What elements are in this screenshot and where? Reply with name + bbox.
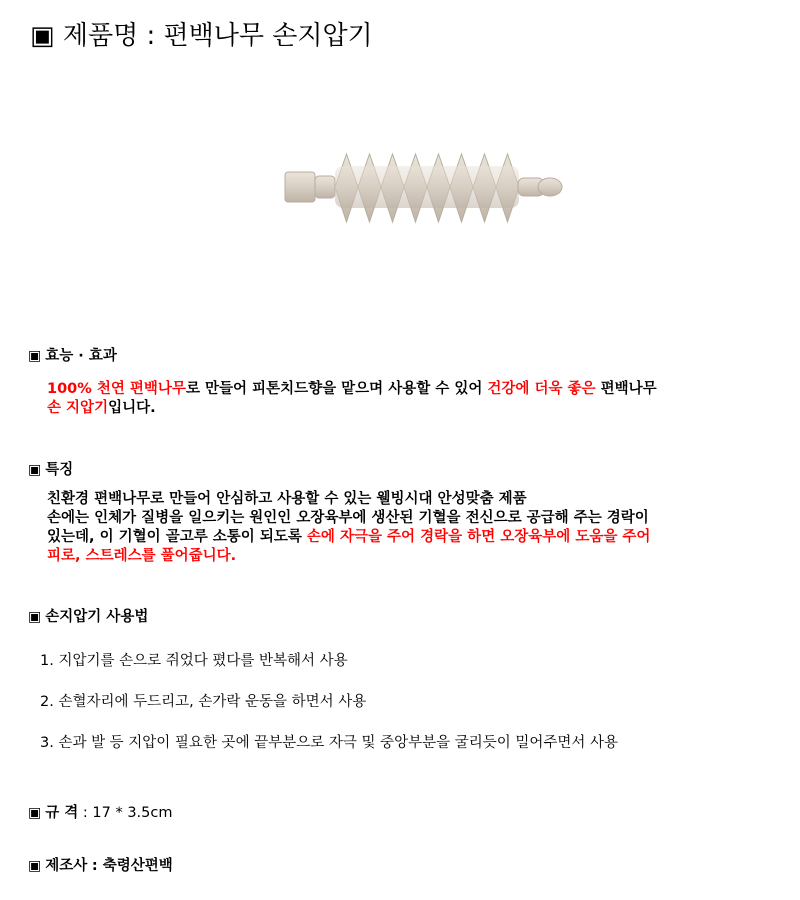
square-bullet-icon: ▣	[28, 348, 42, 364]
features-line-1: 친환경 편백나무로 만들어 안심하고 사용할 수 있는 웰빙시대 안성맞춤 제품	[47, 491, 527, 507]
body-shape	[335, 166, 519, 208]
square-bullet-icon: ▣	[28, 609, 42, 625]
page-title	[30, 18, 373, 54]
emphasis-text: 피로, 스트레스를 풀어줍니다.	[47, 548, 237, 564]
body-text: 편백나무	[595, 381, 657, 397]
square-bullet-icon: ▣	[28, 462, 42, 478]
features-line-4	[47, 547, 236, 566]
maker-value: : 축령산편백	[91, 858, 173, 874]
usage-step-3: 3. 손과 발 등 지압이 필요한 곳에 끝부분으로 자극 및 중앙부분을 굴리듯이 밀어주면서 사용	[40, 735, 619, 751]
usage-step-2: 2. 손혈자리에 두드리고, 손가락 운동을 하면서 사용	[40, 694, 367, 710]
body-text: 입니다.	[108, 400, 156, 416]
body-text: 로 만들어 피톤치드향을 맡으며 사용할 수 있어	[185, 381, 488, 397]
spec-label: 규 격	[45, 805, 79, 821]
features-line-2: 손에는 인체가 질병을 일으키는 원인인 오장육부에 생산된 기혈을 전신으로 공급해 주는 경락이	[47, 510, 649, 526]
efficacy-line-1	[47, 380, 657, 399]
product-image	[280, 148, 580, 228]
spec-value: : 17 * 3.5cm	[82, 805, 173, 821]
body-text: 있는데, 이 기혈이 골고루 소통이 되도록	[47, 529, 307, 545]
spec-row	[28, 803, 172, 823]
title-marker: ▣	[30, 21, 55, 51]
emphasis-text: 손 지압기	[47, 400, 109, 416]
title-text: 제품명 : 편백나무 손지압기	[62, 21, 373, 51]
emphasis-text: 100% 천연 편백나무	[47, 381, 186, 397]
features-heading: ▣ 특징	[28, 462, 74, 478]
efficacy-heading: ▣ 효능 · 효과	[28, 348, 117, 364]
efficacy-line-2	[47, 399, 156, 418]
usage-step-1: 1. 지압기를 손으로 쥐었다 폈다를 반복해서 사용	[40, 653, 348, 669]
square-bullet-icon: ▣	[28, 858, 42, 874]
emphasis-text: 손에 자극을 주어 경락을 하면 오장육부에 도움을 주어	[306, 529, 651, 545]
maker-label: 제조사	[45, 858, 88, 874]
features-line-3	[47, 528, 650, 547]
maker-row	[28, 856, 173, 876]
emphasis-text: 건강에 더욱 좋은	[487, 381, 596, 397]
usage-heading: ▣ 손지압기 사용법	[28, 609, 149, 625]
square-bullet-icon: ▣	[28, 805, 42, 821]
